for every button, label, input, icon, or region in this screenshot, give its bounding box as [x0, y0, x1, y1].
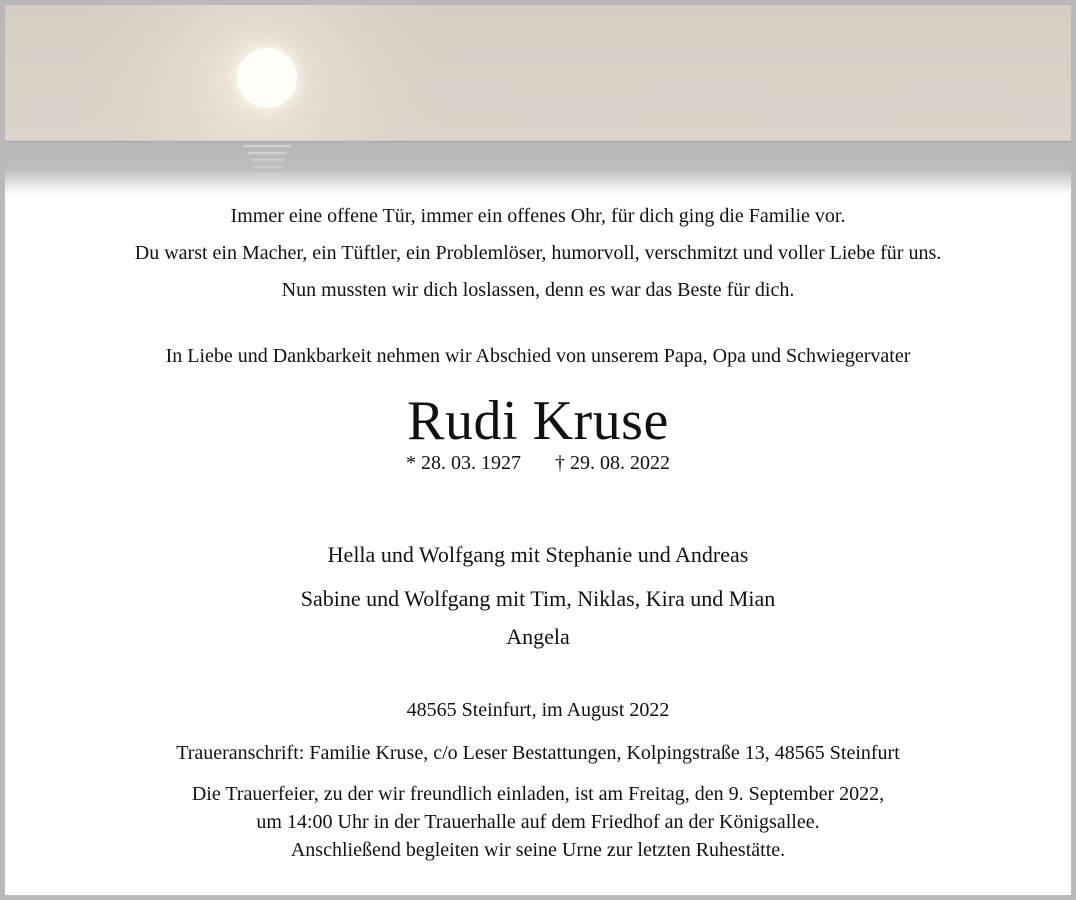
- verse-line-3: Nun mussten wir dich loslassen, denn es war das Beste für dich.: [281, 279, 795, 301]
- ceremony-line-1: Die Trauerfeier, zu der wir freundlich einladen, ist am Freitag, den 9. September 2022,: [191, 783, 885, 805]
- life-dates: [5, 452, 1071, 475]
- mourning-address: Traueranschrift: Familie Kruse, c/o Leser Bestattungen, Kolpingstraße 13, 48565 Steinfurt: [176, 742, 900, 764]
- family-line-3: Angela: [506, 624, 570, 649]
- death-date: † 29. 08. 2022: [555, 452, 670, 474]
- sunset-sea-image: [5, 5, 1071, 195]
- ceremony-line-3: Anschließend begleiten wir seine Urne zur letzten Ruhestätte.: [290, 839, 786, 861]
- farewell-intro: In Liebe und Dankbarkeit nehmen wir Abschied von unserem Papa, Opa und Schwiegervater: [165, 345, 911, 367]
- place-and-date: 48565 Steinfurt, im August 2022: [406, 699, 670, 721]
- family-line-2: Sabine und Wolfgang mit Tim, Niklas, Kira und Mian: [300, 586, 776, 611]
- deceased-name: Rudi Kruse: [407, 390, 669, 452]
- ceremony-line-2: um 14:00 Uhr in der Trauerhalle auf dem Friedhof an der Königsallee.: [256, 811, 820, 833]
- birth-date: * 28. 03. 1927: [406, 452, 521, 474]
- verse-line-2: Du warst ein Macher, ein Tüftler, ein Problemlöser, humorvoll, verschmitzt und voller Liebe für uns.: [134, 242, 942, 264]
- verse-line-1: Immer eine offene Tür, immer ein offenes Ohr, für dich ging die Familie vor.: [230, 205, 846, 227]
- family-line-1: Hella und Wolfgang mit Stephanie und Andreas: [327, 542, 749, 567]
